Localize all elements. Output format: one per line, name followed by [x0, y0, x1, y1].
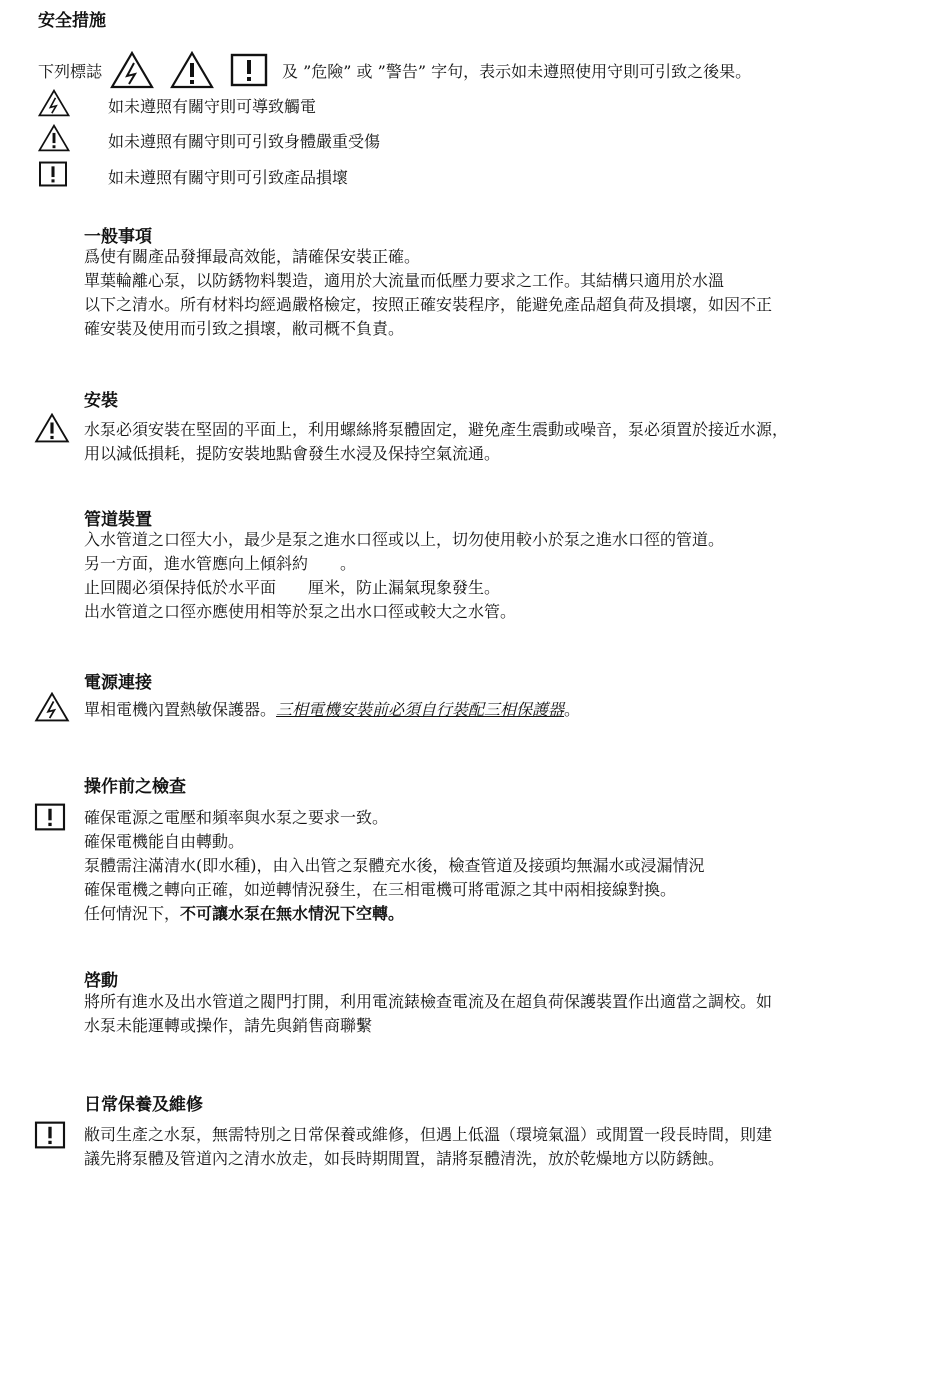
general-heading: 一般事項: [84, 227, 152, 247]
legend-warning: [38, 126, 380, 154]
precheck-last-bold: 不可讓水泵在無水情況下空轉。: [180, 904, 405, 923]
general-line: 爲使有關產品發揮最高效能，請確保安裝正確。: [84, 247, 421, 266]
piping-line: 止回閥必須保持低於水平面 厘米，防止漏氣現象發生。: [84, 578, 501, 597]
warning-icon: [38, 124, 70, 152]
legend-text: 如未遵照有關守則可引致身體嚴重受傷: [108, 131, 381, 151]
maint-body: [84, 1123, 924, 1171]
piping-body: [84, 528, 924, 624]
precheck-heading: 操作前之檢查: [84, 777, 186, 797]
install-line: 水泵必須安裝在堅固的平面上，利用螺絲將泵體固定，避免產生震動或噪音，泵必須置於接近水源，: [84, 420, 789, 439]
piping-line: 出水管道之口徑亦應使用相等於泵之出水口徑或較大之水管。: [84, 602, 517, 621]
electric-hazard-icon: [110, 51, 154, 89]
piping-line: 入水管道之口徑大小，最少是泵之進水口徑或以上，切勿使用較小於泵之進水口徑的管道。: [84, 530, 725, 549]
intro-suffix: 及 ”危險” 或 ”警告” 字句，表示如未遵照使用守則可引致之後果。: [282, 61, 752, 81]
precheck-line: 確保電機之轉向正確，如逆轉情況發生，在三相電機可將電源之其中兩相接線對換。: [84, 880, 677, 899]
start-heading: 啓動: [84, 971, 118, 991]
install-heading: 安裝: [84, 391, 118, 411]
precheck-last-line: [84, 902, 924, 926]
install-body: [84, 418, 924, 466]
precheck-last-prefix: 任何情況下，: [84, 904, 181, 923]
general-line: 單葉輪離心泵，以防銹物料製造，適用於大流量而低壓力要求之工作。其結構只適用於水溫: [84, 271, 725, 290]
legend-text: 如未遵照有關守則可導致觸電: [108, 96, 317, 116]
caution-box-icon: [230, 53, 268, 87]
electric-hazard-icon: [34, 692, 70, 722]
maint-line: 議先將泵體及管道內之清水放走，如長時期閒置，請將泵體清洗，放於乾燥地方以防銹蝕。: [84, 1149, 725, 1168]
precheck-line: 確保電機能自由轉動。: [84, 832, 245, 851]
piping-line: 另一方面，進水管應向上傾斜約 。: [84, 554, 357, 573]
power-emphasis: 三相電機安裝前必須自行裝配三相保護器: [276, 700, 565, 719]
caution-box-icon: [34, 1121, 66, 1149]
electric-hazard-icon: [38, 89, 70, 117]
caution-box-icon: [38, 161, 68, 187]
precheck-line: 泵體需注滿清水(即水種)，由入出管之泵體充水後，檢查管道及接頭均無漏水或浸漏情況: [84, 856, 705, 875]
power-heading: 電源連接: [84, 673, 152, 693]
warning-icon: [170, 51, 214, 89]
power-end: 。: [564, 700, 581, 719]
maint-line: 敝司生產之水泵，無需特別之日常保養或維修，但遇上低溫（環境氣溫）或閒置一段長時間，則建: [84, 1125, 773, 1144]
legend-caution: [38, 162, 348, 190]
maint-heading: 日常保養及維修: [84, 1095, 203, 1115]
precheck-line: 確保電源之電壓和頻率與水泵之要求一致。: [84, 808, 389, 827]
warning-icon: [34, 413, 70, 443]
precheck-body: [84, 806, 924, 926]
start-line: 將所有進水及出水管道之閥門打開，利用電流錶檢查電流及在超負荷保護裝置作出適當之調校。如: [84, 992, 773, 1011]
general-body: [84, 245, 924, 341]
page-title: 安全措施: [38, 11, 106, 31]
start-line: 水泵未能運轉或操作，請先與銷售商聯繫: [84, 1016, 373, 1035]
general-line: 以下之清水。所有材料均經過嚴格檢定，按照正確安裝程序，能避免產品超負荷及損壞，如因不正: [84, 295, 773, 314]
start-body: [84, 990, 924, 1038]
power-body: [84, 698, 924, 722]
piping-heading: 管道裝置: [84, 510, 152, 530]
legend-electric: [38, 91, 316, 119]
legend-text: 如未遵照有關守則可引致產品損壞: [108, 167, 349, 187]
install-line: 用以減低損耗，提防安裝地點會發生水浸及保持空氣流通。: [84, 444, 501, 463]
intro-prefix: 下列標誌: [38, 61, 103, 81]
general-line: 確安裝及使用而引致之損壞，敝司概不負責。: [84, 319, 405, 338]
caution-box-icon: [34, 803, 66, 831]
intro-line: [38, 50, 751, 90]
power-text: 單相電機內置熱敏保護器。: [84, 700, 277, 719]
